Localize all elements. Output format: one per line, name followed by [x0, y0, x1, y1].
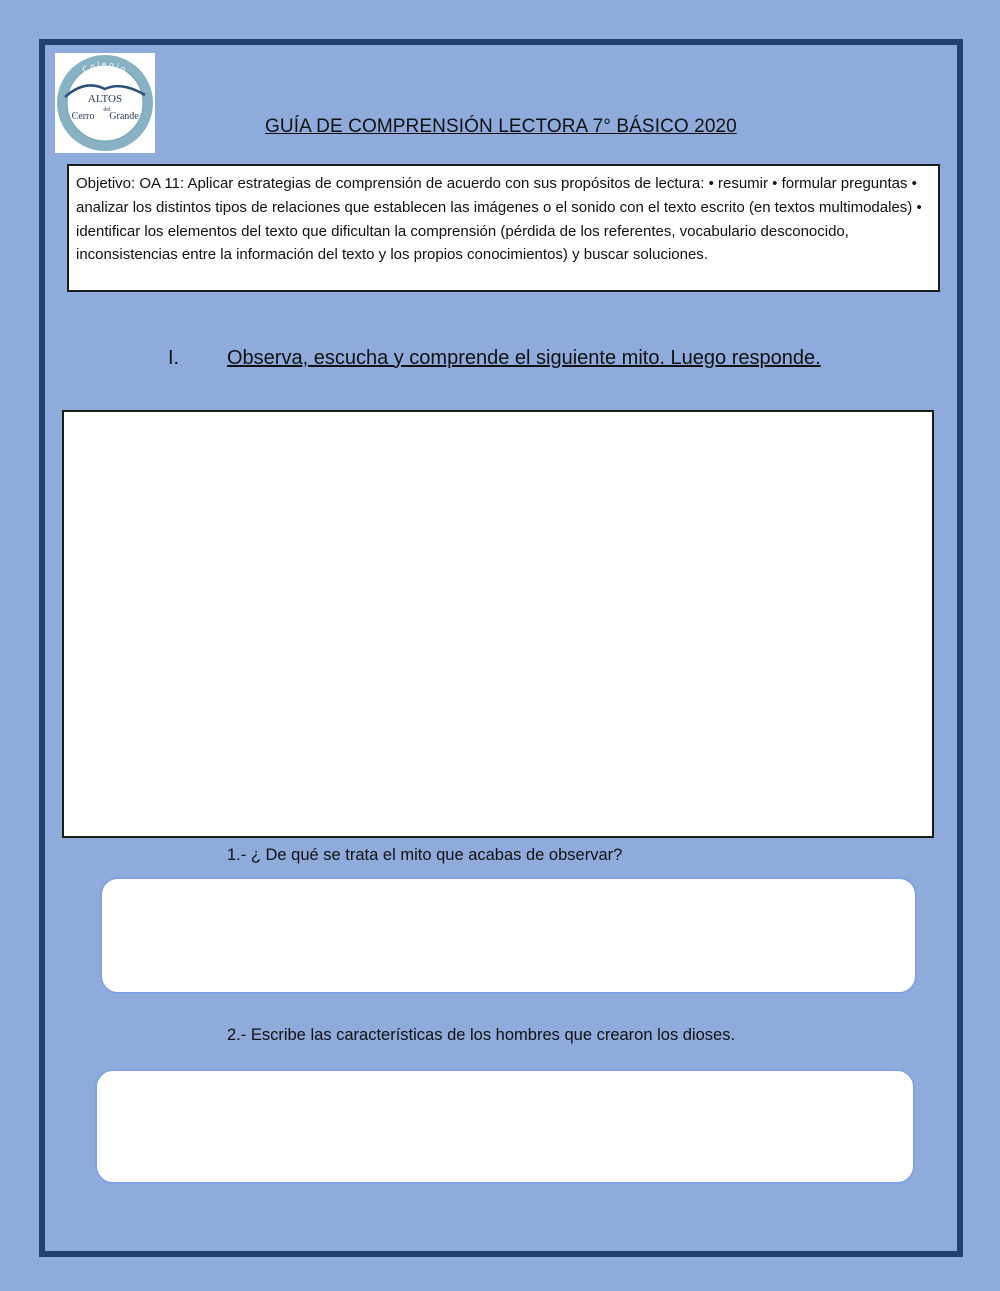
answer-box-2[interactable] [95, 1069, 915, 1184]
school-logo [55, 53, 155, 153]
school-logo-icon [55, 53, 155, 153]
question-1-label: 1.- ¿ De qué se trata el mito que acabas de observar? [227, 846, 623, 864]
logo-line1: ALTOS [87, 93, 123, 105]
logo-line2-del: del [103, 107, 111, 113]
logo-line2-cerro: Cerro [71, 111, 95, 122]
section-instruction: Observa, escucha y comprende el siguiente mito. Luego responde. [227, 347, 821, 369]
video-embed-area[interactable] [62, 410, 934, 838]
objective-text: Objetivo: OA 11: Aplicar estrategias de comprensión de acuerdo con sus propósitos de lectura: • resumir • formular preguntas • analizar los distintos tipos de relaciones que establecen las imágenes o el sonido con el texto escrito (en textos multimodales) • identificar los elementos del texto que dificultan la comprensión (pérdida de los referentes, vocabulario desconocido, inconsistencias entre la información del texto y los propios conocimientos) y buscar soluciones. [76, 175, 922, 264]
logo-line2-grande: Grande [109, 111, 139, 122]
question-2-label: 2.- Escribe las características de los hombres que crearon los dioses. [227, 1026, 736, 1044]
logo-bottom-text: LA SERENA [80, 123, 130, 140]
section-number: I. [168, 347, 180, 369]
answer-box-1[interactable] [100, 877, 917, 994]
page-title: GUÍA DE COMPRENSIÓN LECTORA 7° BÁSICO 2020 [265, 116, 737, 137]
objective-box [67, 164, 940, 292]
logo-top-text: Colegio [80, 59, 130, 76]
